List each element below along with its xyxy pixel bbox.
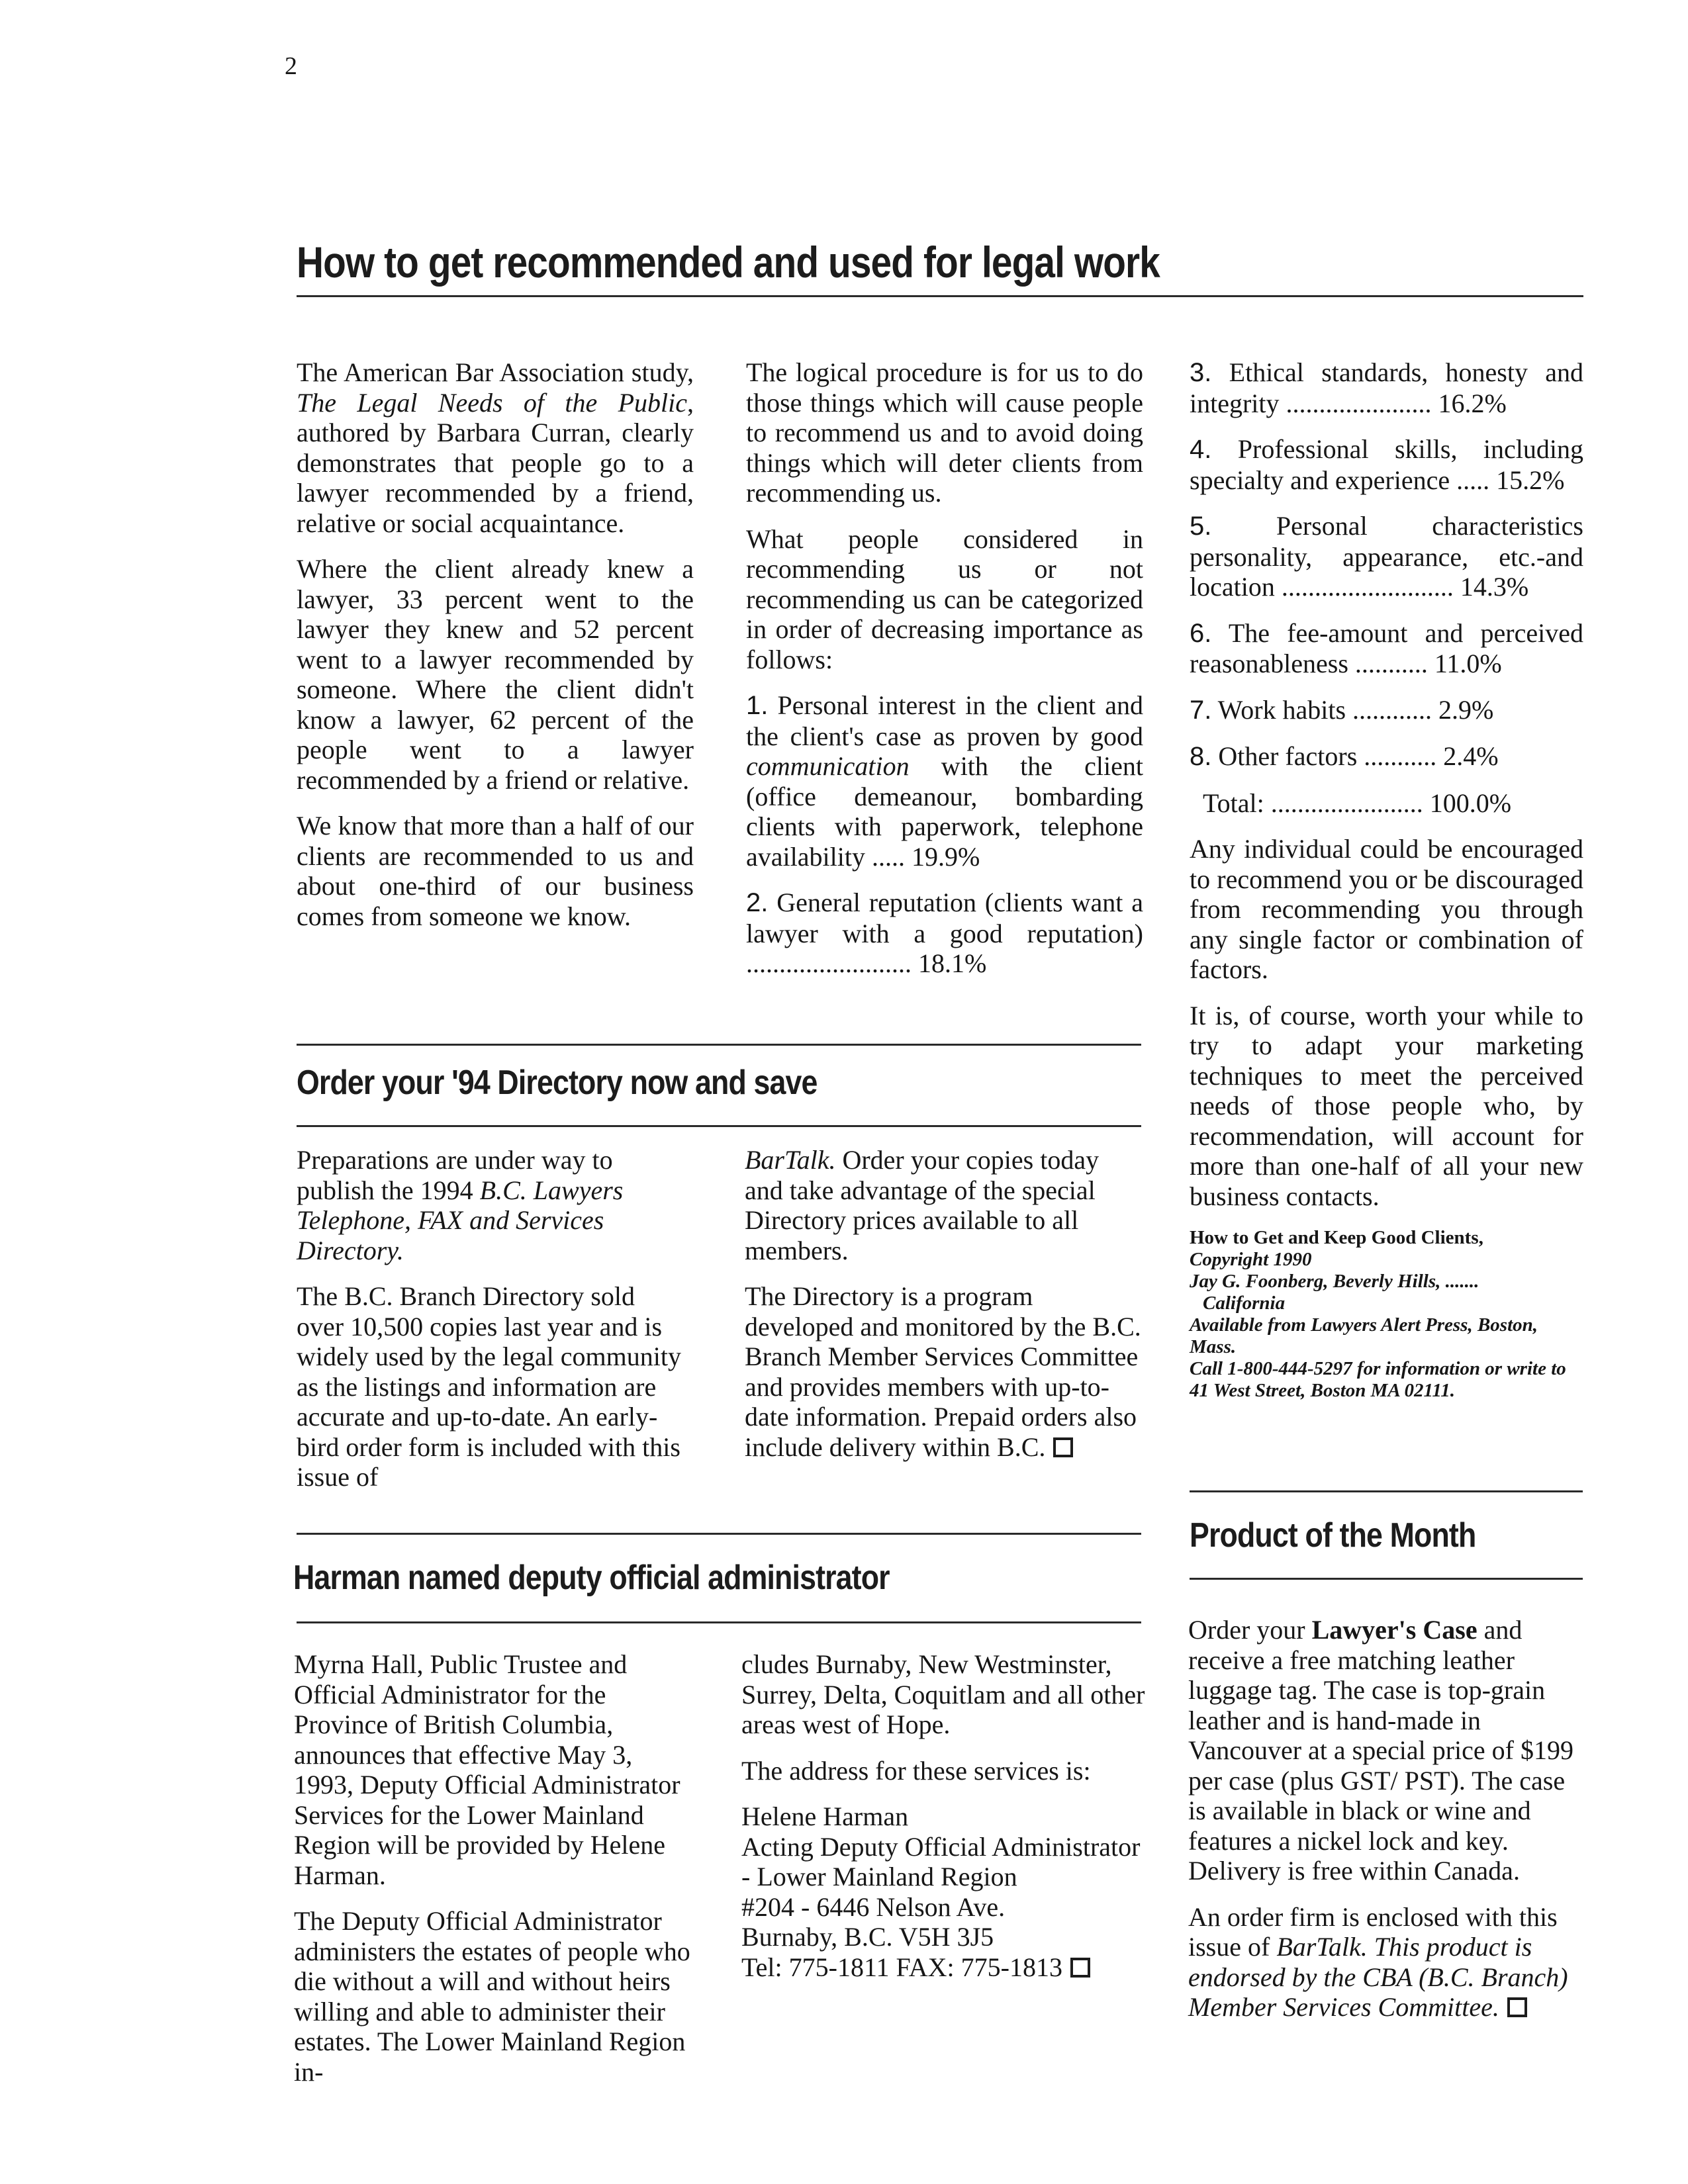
section-rule [1190,1578,1583,1580]
article1-column-3 [1190,357,1583,1402]
list-item: 5. Personal characteristics personality, appearance, etc.-and location .......................... 14.3% [1190,511,1583,602]
paragraph: Where the client already knew a lawyer, 33 percent went to the lawyer they knew and 52 percent went to a lawyer recommended by someone. Where the client didn't know a lawyer, 62 percent of the people went to a lawyer recommended by a friend or relative. [297,554,694,795]
end-mark-icon [1053,1437,1073,1457]
article2-column-2 [745,1145,1142,1462]
page-number: 2 [285,52,297,80]
paragraph: Myrna Hall, Public Trustee and Official Administrator for the Province of British Columbia, announces that effective May 3, 1993, Deputy Official Administrator Services for the Lower Mainland Region will be provided by Helene Harman. [294,1649,680,1890]
list-item: 1. Personal interest in the client and the client's case as proven by good communication with the client (office demeanour, bombarding clients with paperwork, telephone availability ..... 19.9% [746,690,1143,872]
list-item: 8. Other factors ........... 2.4% [1190,741,1499,771]
paragraph: It is, of course, worth your while to try to adapt your marketing techniques to meet the perceived needs of those people who, by recommendation, will account for more than one-half of all your new business contacts. [1190,1000,1583,1211]
paragraph: We know that more than a half of our clients are recommended to us and about one-third of our business comes from someone we know. [297,811,694,931]
paragraph: An order firm is enclosed with this issue of BarTalk. This product is endorsed by the CBA (B.C. Branch) Member Services Committee. [1188,1901,1568,2022]
headline-rule [297,295,1583,297]
article3-column-1 [294,1649,691,2087]
section-rule [297,1044,1141,1046]
address-block: Helene Harman Acting Deputy Official Administrator - Lower Mainland Region #204 - 6446 Nelson Ave. Burnaby, B.C. V5H 3J5 Tel: 775-1811 FAX: 775-1813 [741,1801,1141,1982]
article2-column-1 [297,1145,686,1492]
paragraph: The address for these services is: [741,1755,1091,1786]
product-headline: Product of the Month [1190,1516,1476,1555]
end-mark-icon [1507,1997,1527,2017]
source-citation: How to Get and Keep Good Clients, Copyright 1990 Jay G. Foonberg, Beverly Hills, ....... California Available from Lawyers Alert Press, Boston, Mass. Call 1-800-444-5297 for information or write to 41 West Street, Boston MA 02111. [1190,1227,1566,1401]
paragraph: The Deputy Official Administrator administers the estates of people who die without a will and without heirs willing and able to administer their estates. The Lower Mainland Region in- [294,1906,690,2087]
paragraph: The Directory is a program developed and monitored by the B.C. Branch Member Services Committee and provides members with up-to-date information. Prepaid orders also include delivery within B.C. [745,1281,1141,1462]
section-rule [297,1125,1141,1127]
paragraph: Preparations are under way to publish the 1994 B.C. Lawyers Telephone, FAX and Services Directory. [297,1145,624,1265]
paragraph: The American Bar Association study, The Legal Needs of the Public, authored by Barbara Curran, clearly demonstrates that people go to a lawyer recommended by a friend, relative or social acquaintance. [297,357,694,538]
list-item: 4. Professional skills, including specialty and experience ..... 15.2% [1190,434,1583,495]
product-column [1188,1615,1579,2023]
paragraph: The logical procedure is for us to do those things which will cause people to recommend us and to avoid doing things which will deter clients from recommending us. [746,357,1143,508]
total-line: Total: ....................... 100.0% [1203,788,1512,818]
list-item: 7. Work habits ............ 2.9% [1190,694,1494,725]
paragraph: Any individual could be encouraged to recommend you or be discouraged from recommending you through any single factor or combination of factors. [1190,834,1583,984]
paragraph: BarTalk. Order your copies today and take advantage of the special Directory prices available to all members. [745,1145,1100,1265]
list-item: 2. General reputation (clients want a lawyer with a good reputation) ......................... 18.1% [746,887,1144,978]
directory-headline: Order your '94 Directory now and save [297,1064,818,1102]
paragraph: What people considered in recommending us or not recommending us can be categorized in order of decreasing importance as follows: [746,523,1143,674]
section-rule [1190,1490,1583,1492]
list-item: 3. Ethical standards, honesty and integrity ...................... 16.2% [1190,357,1584,418]
paragraph: The B.C. Branch Directory sold over 10,500 copies last year and is widely used by the legal community as the listings and information are accurate and up-to-date. An early-bird order form is included with this issue of [297,1281,681,1492]
article1-column-1 [297,357,694,931]
section-rule [297,1621,1141,1623]
main-headline: How to get recommended and used for legal work [297,238,1160,287]
paragraph: Order your Lawyer's Case and receive a free matching leather luggage tag. The case is top-grain leather and is hand-made in Vancouver at a special price of $199 per case (plus GST/ PST). The case is available in black or wine and features a nickel lock and key. Delivery is free within Canada. [1188,1615,1573,1886]
section-rule [297,1533,1141,1535]
study-title: The Legal Needs of the Public [297,387,687,418]
harman-headline: Harman named deputy official administrator [293,1559,890,1597]
list-item: 6. The fee-amount and perceived reasonableness ........... 11.0% [1190,617,1583,678]
article1-column-2 [746,357,1143,979]
paragraph: cludes Burnaby, New Westminster, Surrey, Delta, Coquitlam and all other areas west of Hope. [741,1649,1145,1739]
article3-column-2 [741,1649,1145,1982]
end-mark-icon [1070,1958,1090,1978]
